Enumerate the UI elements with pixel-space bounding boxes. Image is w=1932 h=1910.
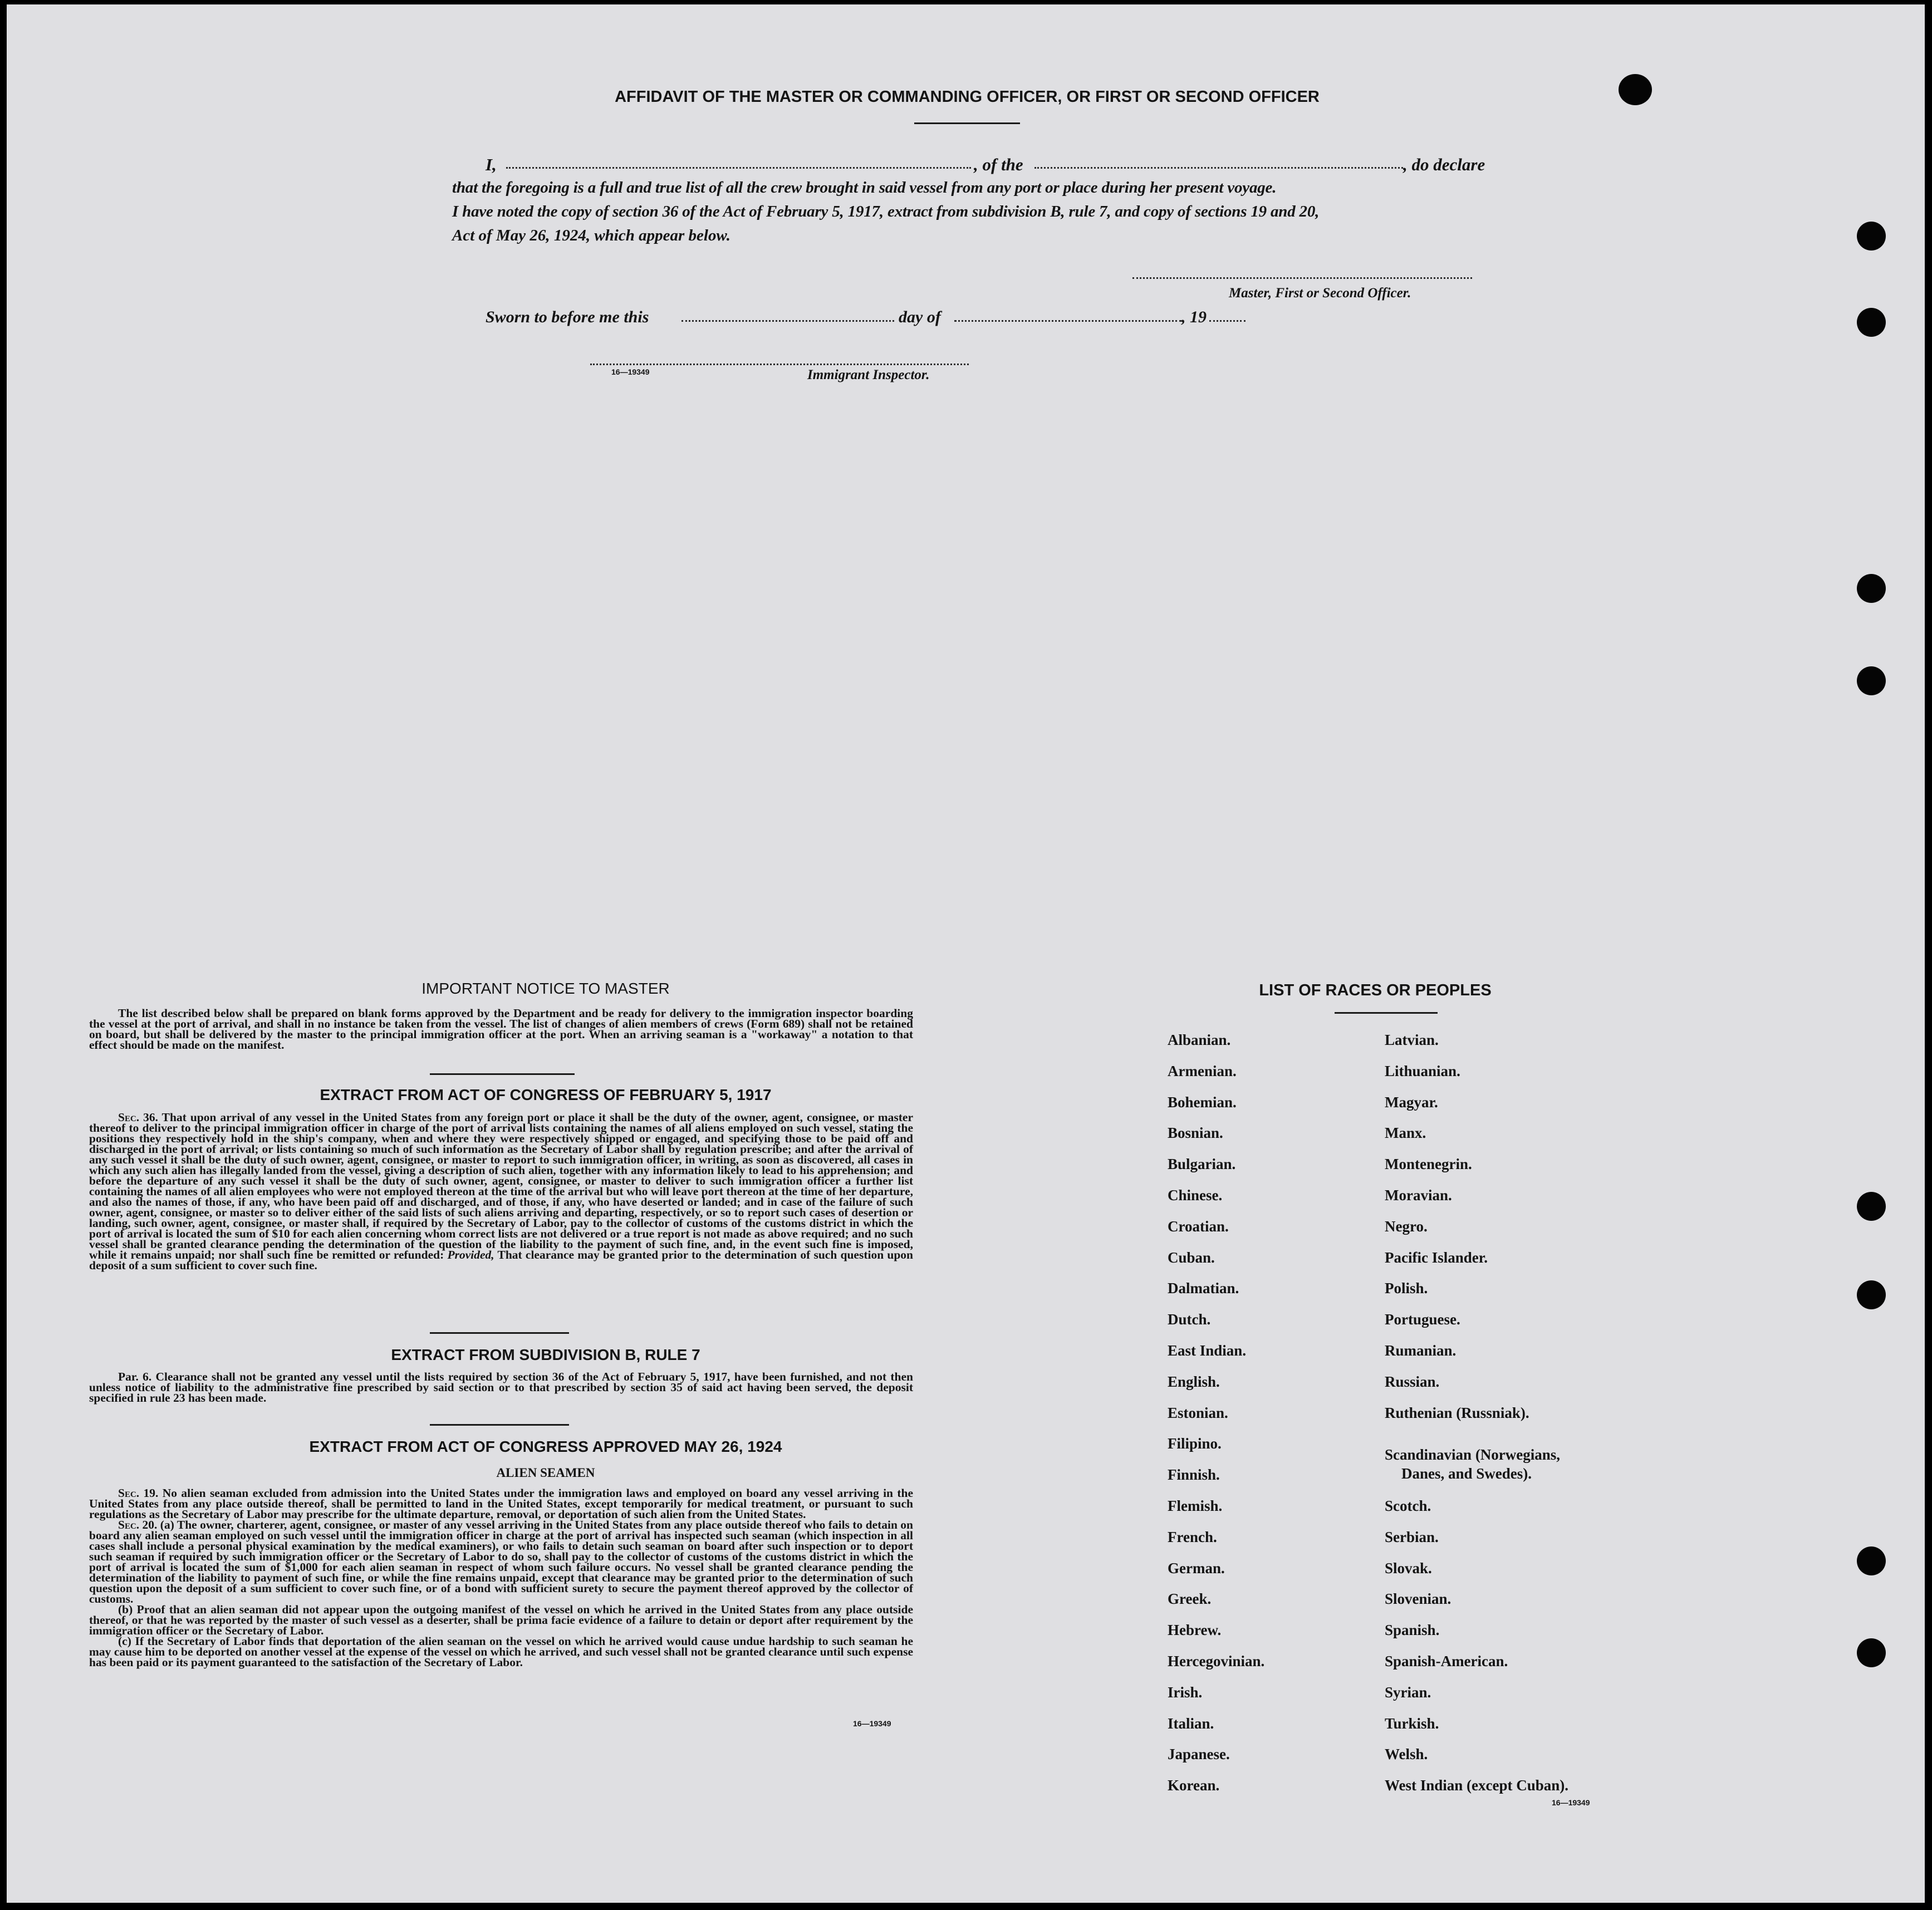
form-number: 16—19349 [853,1719,891,1728]
form-number: 16—19349 [611,367,650,376]
sworn-month-blank-line [954,320,1181,322]
list-item: Dutch. [1168,1311,1211,1328]
year-blank-line [1209,320,1245,322]
notice-text [89,1008,913,1050]
inspector-signature-line [590,364,969,365]
list-item: Turkish. [1385,1715,1439,1732]
list-item: Bohemian. [1168,1093,1237,1111]
section-label: Sec. 20. [118,1518,158,1531]
list-item: Filipino. [1168,1435,1222,1452]
list-item: Negro. [1385,1217,1428,1235]
list-item: Portuguese. [1385,1311,1460,1328]
list-item: Bosnian. [1168,1125,1223,1142]
section-divider [430,1073,575,1075]
section-19-text: No alien seaman excluded from admission into the United States under the immigration laws and employed on board any vessel arriving in the United States from any place outside thereof, shall be permitted to land in the United States, except temporarily for medical treatment, or pursuant to such regulations as the Secretary of Labor may prescribe for the ultimate departure, removal, or deportation of such alien from the United States. [89,1486,914,1521]
punch-hole-icon [1857,574,1886,603]
affidavit-do-declare-label: , do declare [1403,155,1485,174]
list-item: Latvian. [1385,1032,1439,1048]
affidavit-of-the-label: , of the [974,155,1023,174]
punch-hole-icon [1857,1192,1886,1221]
extract-1924-text [89,1488,913,1668]
name-blank-line [506,167,971,169]
list-item: Polish. [1385,1280,1428,1297]
races-right-column-bottom [1385,1497,1568,1808]
list-item: Rumanian. [1385,1342,1457,1359]
list-item: Albanian. [1168,1032,1231,1048]
list-item: Finnish. [1168,1466,1220,1484]
section-20b-text: (b) Proof that an alien seaman did not appear upon the outgoing manifest of the vessel on which he arrived in the United States from any place outside thereof, or that he was reported by the master of such vessel as a deserter, shall be prima facie evidence of a failure to detain or deport after requirement by the immigration officer or the Secretary of Labor. [89,1603,913,1637]
list-item: Moravian. [1385,1186,1452,1204]
list-item: Chinese. [1168,1186,1223,1204]
list-item-scandinavian [1385,1445,1560,1483]
list-item: Croatian. [1168,1217,1229,1235]
list-item: Serbian. [1385,1528,1439,1545]
list-item: Spanish-American. [1385,1652,1508,1670]
extract-1917-title: EXTRACT FROM ACT OF CONGRESS OF FEBRUARY 5, 1917 [320,1086,772,1103]
punch-hole-icon [1619,74,1652,105]
form-number: 16—19349 [1552,1798,1590,1807]
section-36-text: That upon arrival of any vessel in the United States from any foreign port or place it shall be the duty of the owner, agent, consignee, or master thereof to deliver to the principal immigration officer in charge of the port of arrival lists containing the names of all aliens employed on such vessel, stating the positions they respectively hold in the ship's company, when and where they were respectively shipped or engaged, and specifying those to be paid off and discharged in the port of arrival; or lists containing so much of such information as the Secretary of Labor shall by regulation prescribe; and after the arrival of any such vessel it shall be the duty of such owner, agent, consignee, or master to report to such immigration officer, in writing, as soon as discovered, all cases in which any such alien has illegally landed from the vessel, giving a description of such alien, together with any information likely to lead to his apprehension; and before the departure of any such vessel it shall be the duty of such owner, agent, consignee, or master to deliver to such immigration officer a further list containing the names of all alien employees who were not employed thereon at the time of the arrival but who will leave port thereon at the time of her departure, and also the names of those, if any, who have been paid off and discharged, and of those, if any, who have deserted or landed; and in case of the failure of such owner, agent, consignee, or master so to deliver either of the said lists of such aliens arriving and departing, respectively, or so to report such cases of desertion or landing, such owner, agent, consignee, or master shall, if required by the Secretary of Labor, pay to the collector of customs of the customs district in which the port of arrival is located the sum of $10 for each alien concerning whom correct lists are not delivered or a true report is not made as above required; and no such vessel shall be granted clearance pending the determination of the question of the liability to the payment of such fine, and, in the event such fine is imposed, while it remains unpaid; nor shall such fine be remitted or refunded: [89,1111,913,1261]
list-item: Syrian. [1385,1683,1431,1701]
list-item: English. [1168,1373,1220,1390]
list-item: Russian. [1385,1373,1440,1390]
signature-line [1132,277,1472,279]
list-item: German. [1168,1559,1225,1577]
races-left-column [1168,1032,1264,1808]
list-item: Bulgarian. [1168,1156,1236,1173]
rule7-paragraph: Par. 6. Clearance shall not be granted any vessel until the lists required by section 36 of the Act of February 5, 1917, have been furnished, and not then unless notice of liability to the administrative fine prescribed by said section or to that prescribed by section 35 of said act having been served, the deposit specified in rule 23 has been made. [89,1370,913,1405]
list-item: French. [1168,1528,1217,1545]
list-item: West Indian (except Cuban). [1385,1777,1569,1794]
inspector-caption: Immigrant Inspector. [807,367,930,382]
punch-hole-icon [1857,666,1886,695]
signature-caption: Master, First or Second Officer. [1229,286,1411,301]
punch-hole-icon [1857,222,1886,251]
list-item-line: Scandinavian (Norwegians, [1385,1446,1561,1463]
list-item: Armenian. [1168,1062,1237,1079]
punch-hole-icon [1857,1546,1886,1575]
list-item: Lithuanian. [1385,1062,1460,1079]
year-label: , 19 [1181,308,1207,326]
title-underline [1335,1012,1438,1014]
notice-paragraph: The list described below shall be prepared on blank forms approved by the Department and be ready for delivery to the immigration inspector boarding the vessel at the port of arrival, and shall in no instance be taken from the vessel. The list of changes of alien members of crews (Form 689) shall not be retained on board, but shall be delivered by the master to the principal immigration officer at the port. When an arriving seaman is a "workaway" a notation to that effect should be made on the manifest. [89,1006,913,1052]
races-title: LIST OF RACES OR PEOPLES [1259,981,1492,999]
alien-seamen-subtitle: ALIEN SEAMEN [496,1466,595,1480]
section-label: Sec. 19. [118,1486,159,1500]
affidavit-line-2: that the foregoing is a full and true list of all the crew brought in said vessel from any port or place during her present voyage. [452,179,1277,197]
extract-rule7-title: EXTRACT FROM SUBDIVISION B, RULE 7 [391,1346,700,1363]
list-item: Cuban. [1168,1249,1215,1266]
section-20c-text: (c) If the Secretary of Labor finds that deportation of the alien seaman on the vessel on which he arrived would cause undue hardship to such seaman he may cause him to be deported on another vessel at the expense of the vessel on which he arrived, and such vessel shall not be granted clearance until such expense has been paid or its payment guaranteed to the satisfaction of the Secretary of Labor. [89,1634,913,1669]
list-item: Ruthenian (Russniak). [1385,1404,1529,1421]
list-item: Hercegovinian. [1168,1652,1265,1670]
proviso-label: Provided, [447,1248,494,1261]
title-underline [914,122,1020,124]
extract-1917-text [89,1112,913,1271]
section-divider [430,1332,569,1334]
day-of-label: day of [899,308,941,326]
list-item: Greek. [1168,1590,1212,1608]
list-item: Estonian. [1168,1404,1228,1421]
list-item: East Indian. [1168,1342,1247,1359]
extract-rule7-text [89,1372,913,1403]
section-36-proviso-text: That clearance may be granted prior to the determination of such question upon deposit of a sum sufficient to cover such fine. [89,1248,913,1272]
list-item: Scotch. [1385,1497,1431,1514]
list-item: Japanese. [1168,1746,1230,1763]
affidavit-title: AFFIDAVIT OF THE MASTER OR COMMANDING OFFICER, OR FIRST OR SECOND OFFICER [615,88,1320,106]
list-item: Hebrew. [1168,1622,1222,1639]
affidavit-i-label: I, [486,155,497,174]
extract-1924-title: EXTRACT FROM ACT OF CONGRESS APPROVED MAY 26, 1924 [309,1438,782,1455]
section-20a-text: (a) The owner, charterer, agent, consignee, or master of any vessel arriving in the United States from any place outside thereof who fails to detain on board any alien seaman employed on such vessel until the immigration officer in charge at the port of arrival has inspected such seaman (which inspection in all cases shall include a personal physical examination by the medical examiners), or who fails to detain such seaman on board after such inspection or to deport such seaman if required by such immigration officer or the Secretary of Labor to do so, shall pay to the collector of customs of the customs district in which the port of arrival is located the sum of $1,000 for each alien seaman in respect of whom such failure occurs. No vessel shall be granted clearance pending the determination of the liability to payment of such fine, or while the fine remains unpaid, except that clearance may be granted prior to the determination of such question upon the deposit of a sum sufficient to cover such fine, or of a bond with sufficient surety to secure the payment thereof approved by the collector of customs. [89,1518,914,1605]
list-item: Magyar. [1385,1093,1438,1111]
affidavit-line-4: Act of May 26, 1924, which appear below. [452,227,730,244]
section-divider [430,1424,569,1426]
list-item: Dalmatian. [1168,1280,1239,1297]
races-right-column-top [1385,1032,1529,1435]
list-item: Flemish. [1168,1497,1223,1514]
list-item: Italian. [1168,1715,1214,1732]
list-item: Korean. [1168,1777,1220,1794]
list-item: Pacific Islander. [1385,1249,1488,1266]
list-item: Welsh. [1385,1746,1428,1763]
section-label: Sec. 36. [118,1111,159,1124]
list-item: Slovenian. [1385,1590,1452,1608]
document-page [7,4,1925,1903]
list-item: Montenegrin. [1385,1156,1472,1173]
list-item: Irish. [1168,1683,1203,1701]
list-item: Spanish. [1385,1622,1440,1639]
sworn-day-blank-line [681,320,894,322]
affidavit-line-3: I have noted the copy of section 36 of the Act of February 5, 1917, extract from subdivision B, rule 7, and copy of sections 19 and 20, [452,203,1320,220]
punch-hole-icon [1857,1280,1886,1309]
list-item: Slovak. [1385,1559,1432,1577]
notice-title: IMPORTANT NOTICE TO MASTER [421,980,670,997]
list-item-line: Danes, and Swedes). [1401,1465,1532,1482]
vessel-blank-line [1034,167,1403,169]
punch-hole-icon [1857,308,1886,337]
punch-hole-icon [1857,1638,1886,1667]
list-item: Manx. [1385,1125,1426,1142]
sworn-label: Sworn to before me this [486,308,649,326]
